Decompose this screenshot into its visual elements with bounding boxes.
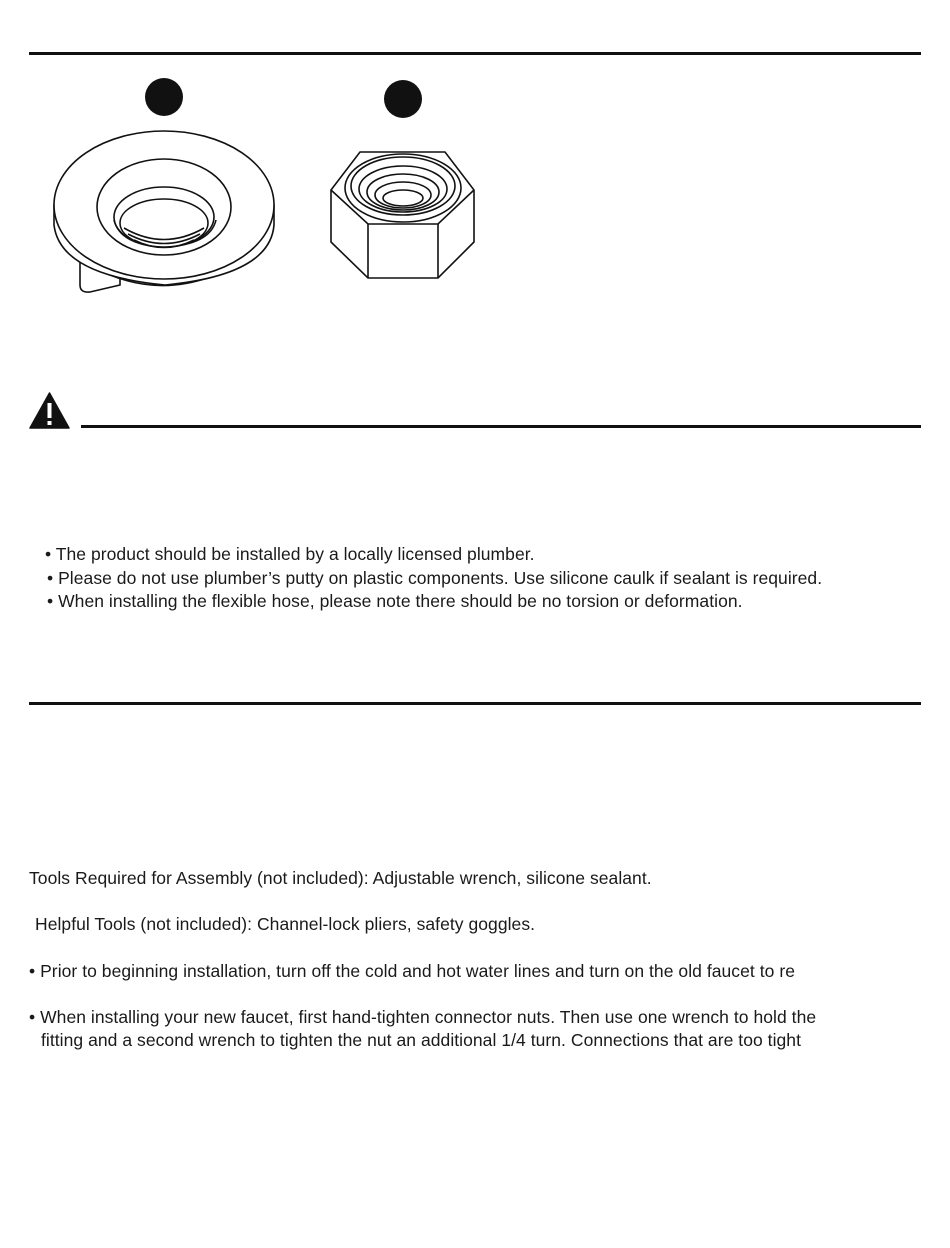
part-badge-2	[384, 80, 422, 118]
warning-bullet-1: • The product should be installed by a locally licensed plumber.	[45, 544, 535, 564]
top-divider	[29, 52, 921, 55]
tools-required-text: Tools Required for Assembly (not included): Adjustable wrench, silicone sealant.	[29, 868, 652, 888]
warning-bullet-2: • Please do not use plumber’s putty on plastic components. Use silicone caulk if sealant is required.	[47, 568, 823, 588]
step-shutoff-water: • Prior to beginning installation, turn off the cold and hot water lines and turn on the old faucet to re	[29, 961, 795, 981]
step-tighten-nuts-line-1: • When installing your new faucet, first hand-tighten connector nuts. Then use one wrench to hold the	[29, 1007, 817, 1027]
step-tighten-nuts-line-2: fitting and a second wrench to tighten the nut an additional 1/4 turn. Connections that are too tight	[41, 1030, 802, 1050]
warning-bullet-3: • When installing the flexible hose, please note there should be no torsion or deformation.	[47, 591, 743, 611]
section-divider	[29, 702, 921, 705]
part-badge-1	[145, 78, 183, 116]
warning-divider	[81, 425, 921, 428]
flange-ring-icon	[50, 125, 280, 297]
warning-triangle-icon	[29, 392, 70, 429]
hex-nut-icon	[330, 150, 476, 282]
helpful-tools-text: Helpful Tools (not included): Channel-lock pliers, safety goggles.	[35, 914, 536, 934]
